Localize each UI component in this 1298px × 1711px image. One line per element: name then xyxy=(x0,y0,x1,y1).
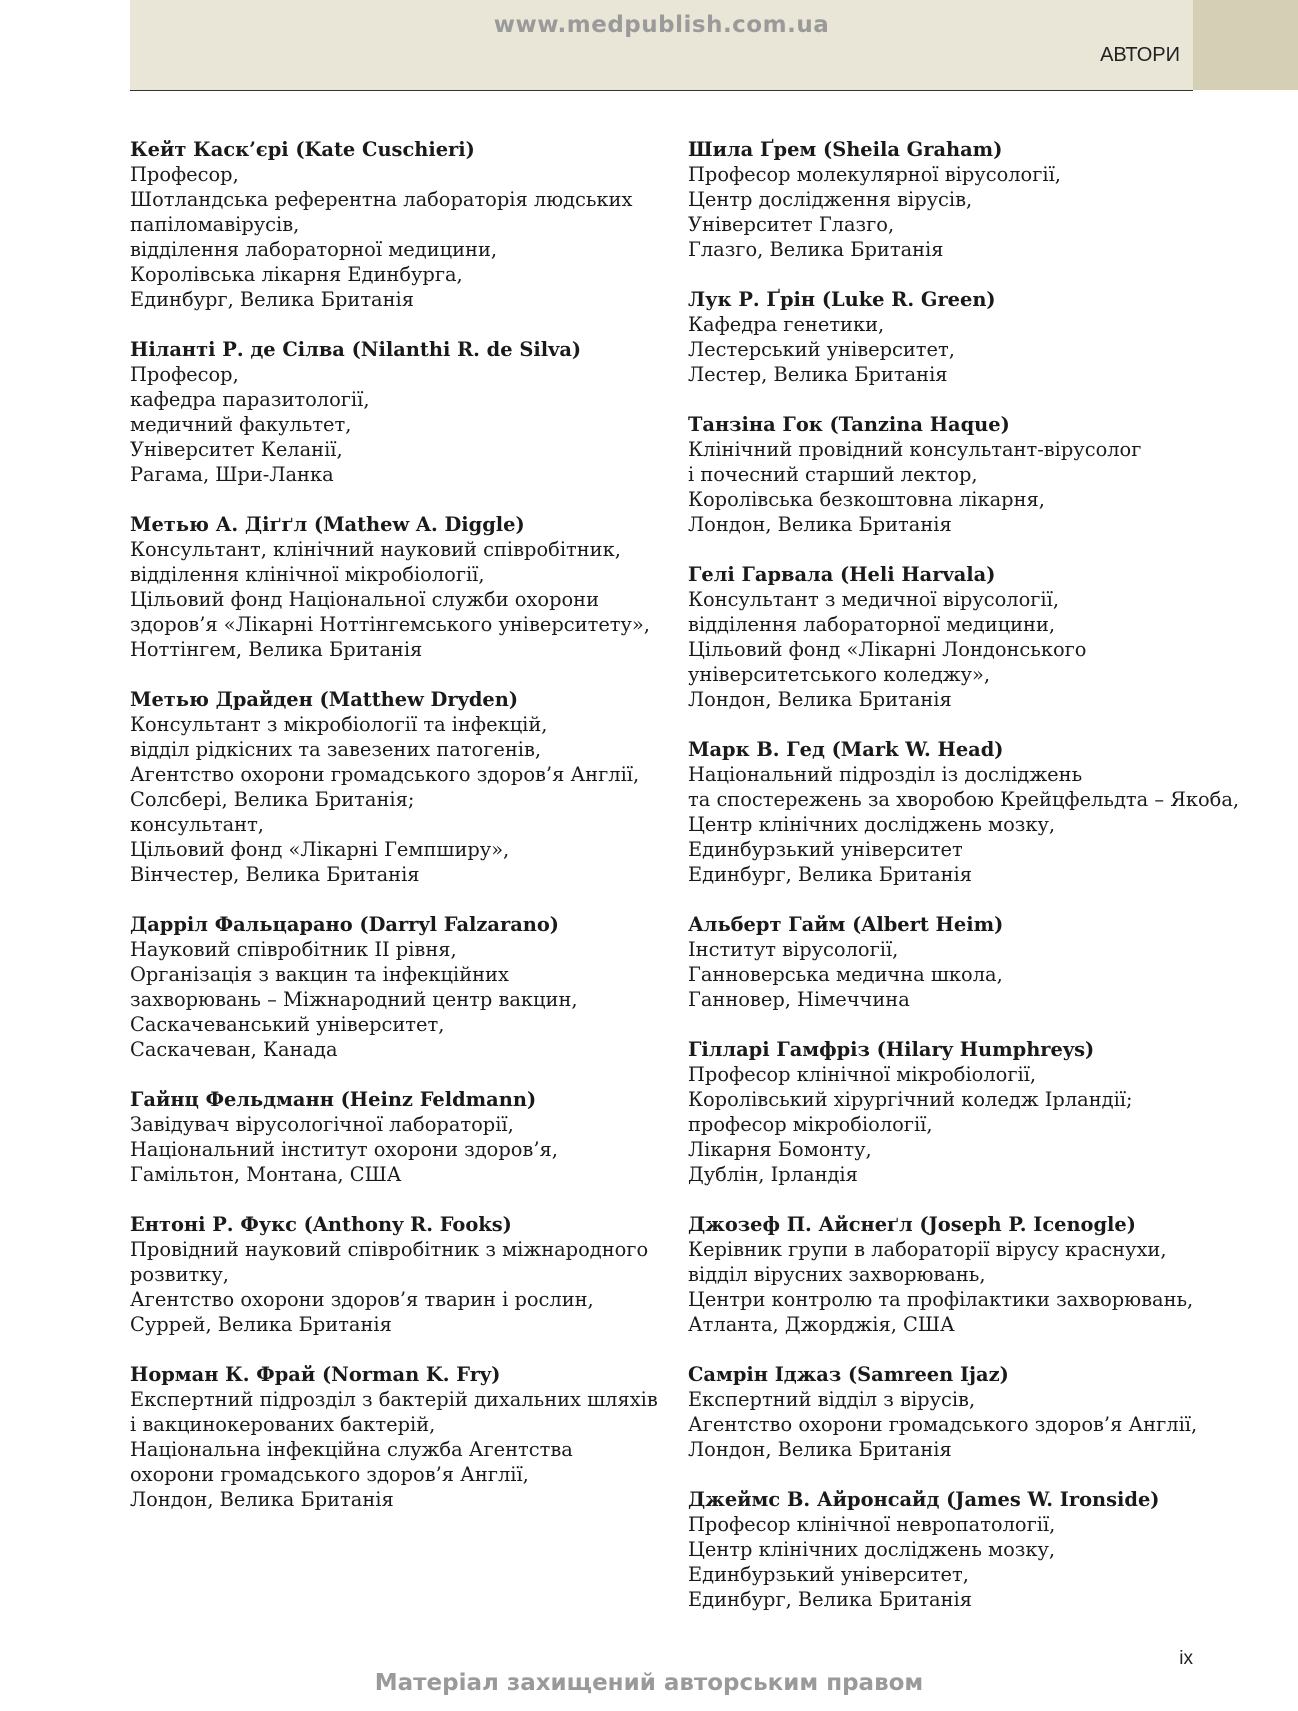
author-affiliation-line: Центри контролю та профілактики захворювань, xyxy=(688,1288,1194,1311)
author-affiliation-line: Центр клінічних досліджень мозку, xyxy=(688,1538,1056,1561)
author-name: Кейт Каск’єрі (Kate Cuschieri) xyxy=(130,138,475,161)
author-affiliation-line: Глазго, Велика Британія xyxy=(688,238,944,261)
author-entry xyxy=(130,1087,650,1187)
author-affiliation-line: Единбурзький університет, xyxy=(688,1563,969,1586)
author-affiliation-line: Науковий співробітник ІІ рівня, xyxy=(130,938,457,961)
author-name: Гелі Гарвала (Heli Harvala) xyxy=(688,563,996,586)
author-affiliation-line: Центр клінічних досліджень мозку, xyxy=(688,813,1056,836)
author-entry xyxy=(130,512,650,662)
author-affiliation-line: Агентство охорони здоров’я тварин і рослин, xyxy=(130,1288,594,1311)
author-entry xyxy=(688,912,1198,1012)
author-affiliation-line: Професор, xyxy=(130,363,239,386)
author-affiliation-line: Королівська лікарня Единбурга, xyxy=(130,263,463,286)
author-entry xyxy=(130,137,650,312)
author-entry xyxy=(130,337,650,487)
author-affiliation-line: Ганноверська медична школа, xyxy=(688,963,1003,986)
author-affiliation-line: Професор, xyxy=(130,163,239,186)
author-affiliation-line: Атланта, Джорджія, США xyxy=(688,1313,955,1336)
author-affiliation-line: Саскачеванський університет, xyxy=(130,1013,445,1036)
author-name: Самрін Іджаз (Samreen Ijaz) xyxy=(688,1363,1009,1386)
author-entry xyxy=(688,137,1198,262)
author-name: Танзіна Гок (Tanzina Haque) xyxy=(688,413,1010,436)
author-affiliation-line: Лестерський університет, xyxy=(688,338,955,361)
author-affiliation-line: Гамільтон, Монтана, США xyxy=(130,1163,402,1186)
page-number: ix xyxy=(1179,1648,1193,1669)
author-affiliation-line: відділ рідкісних та завезених патогенів, xyxy=(130,738,542,761)
author-affiliation-line: відділення лабораторної медицини, xyxy=(130,238,498,261)
author-affiliation-line: Лондон, Велика Британія xyxy=(688,688,952,711)
author-affiliation-line: Експертний підрозділ з бактерій дихальних шляхів xyxy=(130,1388,658,1411)
author-affiliation-line: Цільовий фонд Національної служби охорони xyxy=(130,588,600,611)
author-affiliation-line: і почесний старший лектор, xyxy=(688,463,978,486)
author-affiliation-line: здоров’я «Лікарні Ноттінгемського університету», xyxy=(130,613,650,636)
author-entry xyxy=(130,687,650,887)
author-affiliation-line: професор мікробіології, xyxy=(688,1113,933,1136)
author-name: Дарріл Фальцарано (Darryl Falzarano) xyxy=(130,913,559,936)
author-affiliation-line: Королівська безкоштовна лікарня, xyxy=(688,488,1045,511)
author-affiliation-line: Ноттінгем, Велика Британія xyxy=(130,638,423,661)
author-name: Джеймс В. Айронсайд (James W. Ironside) xyxy=(688,1488,1160,1511)
author-affiliation-line: Кафедра генетики, xyxy=(688,313,885,336)
author-affiliation-line: Керівник групи в лабораторії вірусу краснухи, xyxy=(688,1238,1167,1261)
author-affiliation-line: Експертний відділ з вірусів, xyxy=(688,1388,976,1411)
author-entry xyxy=(688,1362,1198,1462)
author-affiliation-line: кафедра паразитології, xyxy=(130,388,370,411)
author-affiliation-line: розвитку, xyxy=(130,1263,229,1286)
left-column xyxy=(130,137,658,1537)
author-affiliation-line: і вакцинокерованих бактерій, xyxy=(130,1413,436,1436)
author-affiliation-line: Агентство охорони громадського здоров’я Англії, xyxy=(130,763,640,786)
author-name: Марк В. Гед (Mark W. Head) xyxy=(688,738,1004,761)
author-name: Джозеф П. Айснеґл (Joseph P. Icenogle) xyxy=(688,1213,1136,1236)
author-affiliation-line: Единбург, Велика Британія xyxy=(688,1588,972,1611)
author-affiliation-line: Саскачеван, Канада xyxy=(130,1038,338,1061)
author-affiliation-line: Цільовий фонд «Лікарні Лондонського xyxy=(688,638,1087,661)
author-affiliation-line: консультант, xyxy=(130,813,264,836)
author-name: Ентоні Р. Фукс (Anthony R. Fooks) xyxy=(130,1213,512,1236)
author-affiliation-line: відділення клінічної мікробіології, xyxy=(130,563,485,586)
author-entry xyxy=(688,562,1198,712)
author-affiliation-line: Національний підрозділ із досліджень xyxy=(688,763,1083,786)
header-tab xyxy=(1193,0,1298,90)
author-affiliation-line: Шотландська референтна лабораторія людських xyxy=(130,188,633,211)
author-affiliation-line: Лондон, Велика Британія xyxy=(130,1488,394,1511)
author-name: Лук Р. Ґрін (Luke R. Green) xyxy=(688,288,996,311)
author-affiliation-line: Дублін, Ірландія xyxy=(688,1163,858,1186)
author-affiliation-line: Лондон, Велика Британія xyxy=(688,1438,952,1461)
author-affiliation-line: Ганновер, Німеччина xyxy=(688,988,910,1011)
author-entry xyxy=(688,737,1240,887)
author-entry xyxy=(130,912,650,1062)
author-affiliation-line: медичний факультет, xyxy=(130,413,352,436)
author-affiliation-line: Консультант, клінічний науковий співробітник, xyxy=(130,538,621,561)
author-affiliation-line: Вінчестер, Велика Британія xyxy=(130,863,420,886)
author-affiliation-line: відділення лабораторної медицини, xyxy=(688,613,1056,636)
author-affiliation-line: Організація з вакцин та інфекційних xyxy=(130,963,509,986)
author-name: Метью А. Діґґл (Mathew A. Diggle) xyxy=(130,513,525,536)
right-column xyxy=(688,137,1240,1637)
author-affiliation-line: Лестер, Велика Британія xyxy=(688,363,948,386)
author-affiliation-line: Единбург, Велика Британія xyxy=(688,863,972,886)
author-entry xyxy=(688,1037,1198,1187)
author-affiliation-line: Консультант з медичної вірусології, xyxy=(688,588,1059,611)
author-name: Альберт Гайм (Albert Heim) xyxy=(688,913,1004,936)
author-entry xyxy=(130,1362,658,1512)
author-name: Метью Драйден (Matthew Dryden) xyxy=(130,688,519,711)
author-affiliation-line: Единбурзький університет xyxy=(688,838,963,861)
author-affiliation-line: Цільовий фонд «Лікарні Гемпширу», xyxy=(130,838,510,861)
author-affiliation-line: Професор клінічної мікробіології, xyxy=(688,1063,1037,1086)
author-affiliation-line: відділ вірусних захворювань, xyxy=(688,1263,986,1286)
author-affiliation-line: Консультант з мікробіології та інфекцій, xyxy=(130,713,548,736)
author-affiliation-line: Національна інфекційна служба Агентства xyxy=(130,1438,573,1461)
copyright-watermark: Матеріал захищений авторським правом xyxy=(374,1670,924,1696)
watermark-url: www.medpublish.com.ua xyxy=(493,12,830,38)
author-affiliation-line: Единбург, Велика Британія xyxy=(130,288,414,311)
author-affiliation-line: Професор клінічної невропатології, xyxy=(688,1513,1056,1536)
author-affiliation-line: Центр дослідження вірусів, xyxy=(688,188,973,211)
author-affiliation-line: Рагама, Шри-Ланка xyxy=(130,463,334,486)
author-entry xyxy=(688,287,1198,387)
author-affiliation-line: Інститут вірусології, xyxy=(688,938,899,961)
author-name: Норман К. Фрай (Norman K. Fry) xyxy=(130,1363,501,1386)
author-affiliation-line: Королівський хірургічний коледж Ірландії; xyxy=(688,1088,1133,1111)
author-affiliation-line: Лікарня Бомонту, xyxy=(688,1138,872,1161)
author-affiliation-line: Національний інститут охорони здоров’я, xyxy=(130,1138,558,1161)
author-affiliation-line: захворювань – Міжнародний центр вакцин, xyxy=(130,988,578,1011)
author-affiliation-line: університетського коледжу», xyxy=(688,663,991,686)
author-affiliation-line: Професор молекулярної вірусології, xyxy=(688,163,1061,186)
section-label: АВТОРИ xyxy=(1100,44,1180,66)
author-affiliation-line: та спостережень за хворобою Крейцфельдта – Якоба, xyxy=(688,788,1240,811)
author-entry xyxy=(688,412,1198,537)
author-name: Шила Ґрем (Sheila Graham) xyxy=(688,138,1003,161)
author-affiliation-line: Університет Келанії, xyxy=(130,438,343,461)
author-entry xyxy=(688,1487,1198,1612)
author-affiliation-line: Університет Глазго, xyxy=(688,213,895,236)
author-affiliation-line: Солсбері, Велика Британія; xyxy=(130,788,415,811)
author-affiliation-line: Лондон, Велика Британія xyxy=(688,513,952,536)
author-affiliation-line: охорони громадського здоров’я Англії, xyxy=(130,1463,529,1486)
author-affiliation-line: Клінічний провідний консультант-вірусолог xyxy=(688,438,1142,461)
author-entry xyxy=(130,1212,650,1337)
author-entry xyxy=(688,1212,1198,1337)
author-name: Ніланті Р. де Сілва (Nilanthi R. de Silva) xyxy=(130,338,582,361)
author-name: Гайнц Фельдманн (Heinz Feldmann) xyxy=(130,1088,537,1111)
author-affiliation-line: Суррей, Велика Британія xyxy=(130,1313,392,1336)
author-affiliation-line: Завідувач вірусологічної лабораторії, xyxy=(130,1113,514,1136)
author-name: Гілларі Гамфріз (Hilary Humphreys) xyxy=(688,1038,1095,1061)
author-affiliation-line: Агентство охорони громадського здоров’я Англії, xyxy=(688,1413,1198,1436)
author-affiliation-line: Провідний науковий співробітник з міжнародного xyxy=(130,1238,649,1261)
author-affiliation-line: папіломавірусів, xyxy=(130,213,300,236)
